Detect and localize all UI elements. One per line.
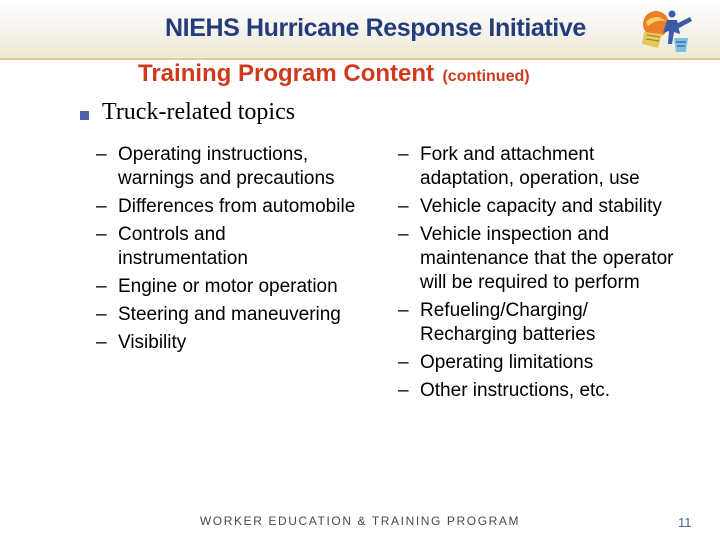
list-item-text: Fork and attachment adaptation, operation, use	[420, 144, 640, 189]
list-item-text: Other instructions, etc.	[420, 380, 611, 401]
list-item-text: Refueling/Charging/ Recharging batteries	[420, 300, 596, 345]
list-item-text: Operating instructions, warnings and precautions	[118, 144, 335, 189]
dash-marker: –	[96, 276, 107, 297]
page-number: 11	[678, 515, 692, 530]
list-item-text: Vehicle capacity and stability	[420, 196, 662, 217]
topic-list-left	[96, 143, 356, 359]
section-heading: Truck-related topics	[102, 99, 296, 125]
slide-title-main: Training Program Content	[138, 60, 435, 87]
list-item	[398, 195, 688, 219]
list-item	[96, 331, 356, 355]
dash-marker: –	[96, 332, 107, 353]
header-title: NIEHS Hurricane Response Initiative	[165, 14, 586, 42]
list-item	[398, 223, 688, 295]
list-item-text: Vehicle inspection and maintenance that the operator will be required to perform	[420, 224, 674, 293]
dash-marker: –	[398, 196, 409, 217]
hurricane-logo-icon	[636, 4, 696, 56]
list-item	[398, 143, 688, 191]
list-item-text: Controls and instrumentation	[118, 224, 248, 269]
list-item	[96, 223, 356, 271]
dash-marker: –	[398, 352, 409, 373]
list-item	[398, 351, 688, 375]
square-bullet-icon	[80, 111, 89, 120]
footer-program-name: WORKER EDUCATION & TRAINING PROGRAM	[199, 514, 521, 528]
list-item-text: Visibility	[118, 332, 187, 353]
list-item	[96, 303, 356, 327]
list-item	[398, 379, 688, 403]
list-item	[398, 299, 688, 347]
list-item-text: Operating limitations	[420, 352, 594, 373]
slide-title-suffix: (continued)	[442, 68, 530, 85]
dash-marker: –	[398, 380, 409, 401]
dash-marker: –	[96, 304, 107, 325]
dash-marker: –	[398, 144, 409, 165]
list-item	[96, 195, 356, 219]
dash-marker: –	[96, 196, 107, 217]
dash-marker: –	[96, 224, 107, 245]
list-item	[96, 275, 356, 299]
dash-marker: –	[398, 224, 409, 245]
list-item-text: Differences from automobile	[118, 196, 356, 217]
dash-marker: –	[398, 300, 409, 321]
dash-marker: –	[96, 144, 107, 165]
topic-list-right	[398, 143, 688, 407]
list-item-text: Steering and maneuvering	[118, 304, 341, 325]
list-item-text: Engine or motor operation	[118, 276, 338, 297]
list-item	[96, 143, 356, 191]
slide-title	[138, 60, 530, 88]
